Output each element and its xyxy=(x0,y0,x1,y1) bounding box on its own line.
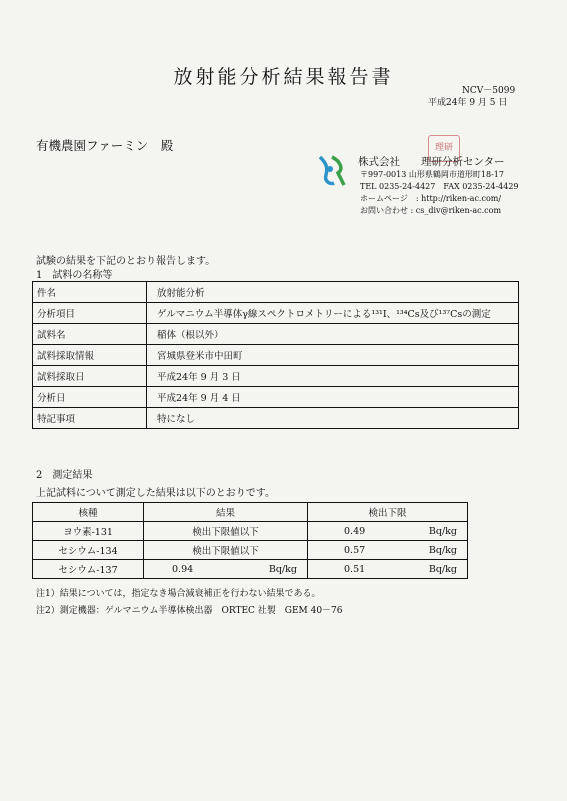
row-key: 分析日 xyxy=(33,387,147,408)
row-key: 特記事項 xyxy=(33,408,147,429)
row-key: 試料採取情報 xyxy=(33,345,147,366)
table-header-row xyxy=(33,503,468,522)
row-value: 平成24年 9 月 4 日 xyxy=(147,387,519,408)
stamp-text: 理研 xyxy=(434,143,453,153)
company-address: 〒997-0013 山形県鶴岡市道形町18-17 xyxy=(360,170,504,179)
company-tel-fax: TEL 0235-24-4427 FAX 0235-24-4429 xyxy=(360,182,519,191)
row-value: ゲルマニウム半導体γ線スペクトロメトリーによる¹³¹I、¹³⁴Cs及び¹³⁷Csの測定 xyxy=(147,303,519,324)
header-result: 結果 xyxy=(144,503,308,522)
result-text: 検出下限値以下 xyxy=(192,546,259,557)
table-row xyxy=(33,408,519,429)
report-number: NCV－5099 xyxy=(462,86,516,96)
company-logo-icon xyxy=(316,153,348,189)
results-table xyxy=(32,502,468,579)
limit-unit: Bq/kg xyxy=(428,544,457,556)
section-2-heading: 2 測定結果 xyxy=(36,470,93,481)
limit-value: 0.49 xyxy=(344,525,366,537)
row-value: 放射能分析 xyxy=(147,282,519,303)
limit-cell xyxy=(308,560,468,579)
result-value xyxy=(144,541,308,560)
results-intro: 上記試料について測定した結果は以下のとおりです。 xyxy=(36,488,275,499)
nuclide: セシウム-134 xyxy=(33,541,144,560)
table-row xyxy=(33,282,519,303)
note-2: 注2）測定機器：ゲルマニウム半導体検出器 ORTEC 社製 GEM 40－76 xyxy=(36,606,343,616)
table-row xyxy=(33,324,519,345)
section-1-heading: 1 試料の名称等 xyxy=(36,270,113,281)
company-name: 株式会社 理研分析センター xyxy=(358,156,505,168)
result-text: 検出下限値以下 xyxy=(192,527,259,538)
table-row xyxy=(33,541,468,560)
limit-value: 0.57 xyxy=(344,544,366,556)
report-date: 平成24年 9 月 5 日 xyxy=(428,98,508,108)
limit-unit: Bq/kg xyxy=(428,563,457,575)
row-value: 宮城県登米市中田町 xyxy=(147,345,519,366)
nuclide: セシウム-137 xyxy=(33,560,144,579)
table-row xyxy=(33,345,519,366)
limit-unit: Bq/kg xyxy=(428,525,457,537)
result-text: 0.94 xyxy=(172,563,194,575)
result-value xyxy=(144,522,308,541)
table-row xyxy=(33,522,468,541)
nuclide: ヨウ素-131 xyxy=(33,522,144,541)
row-value: 平成24年 9 月 3 日 xyxy=(147,366,519,387)
recipient: 有機農園ファーミン 殿 xyxy=(36,138,174,153)
table-row xyxy=(33,303,519,324)
table-row xyxy=(33,366,519,387)
row-key: 試料名 xyxy=(33,324,147,345)
note-1: 注1）結果については，指定なき場合減衰補正を行わない結果である。 xyxy=(36,589,321,599)
limit-value: 0.51 xyxy=(344,563,366,575)
row-value: 稲体（根以外） xyxy=(147,324,519,345)
table-row xyxy=(33,387,519,408)
limit-cell xyxy=(308,522,468,541)
company-contact: お問い合わせ : cs_div@riken-ac.com xyxy=(360,206,502,215)
row-key: 件名 xyxy=(33,282,147,303)
sample-info-table xyxy=(32,281,519,429)
row-key: 試料採取日 xyxy=(33,366,147,387)
result-cell xyxy=(144,560,308,579)
row-key: 分析項目 xyxy=(33,303,147,324)
row-value: 特になし xyxy=(147,408,519,429)
result-unit: Bq/kg xyxy=(268,563,297,575)
company-homepage: ホームページ : http://riken-ac.com/ xyxy=(360,194,502,203)
report-title: 放射能分析結果報告書 xyxy=(173,66,394,88)
header-limit: 検出下限 xyxy=(308,503,468,522)
header-nuclide: 核種 xyxy=(33,503,144,522)
intro-text: 試験の結果を下記のとおり報告します。 xyxy=(36,256,216,267)
limit-cell xyxy=(308,541,468,560)
table-row xyxy=(33,560,468,579)
